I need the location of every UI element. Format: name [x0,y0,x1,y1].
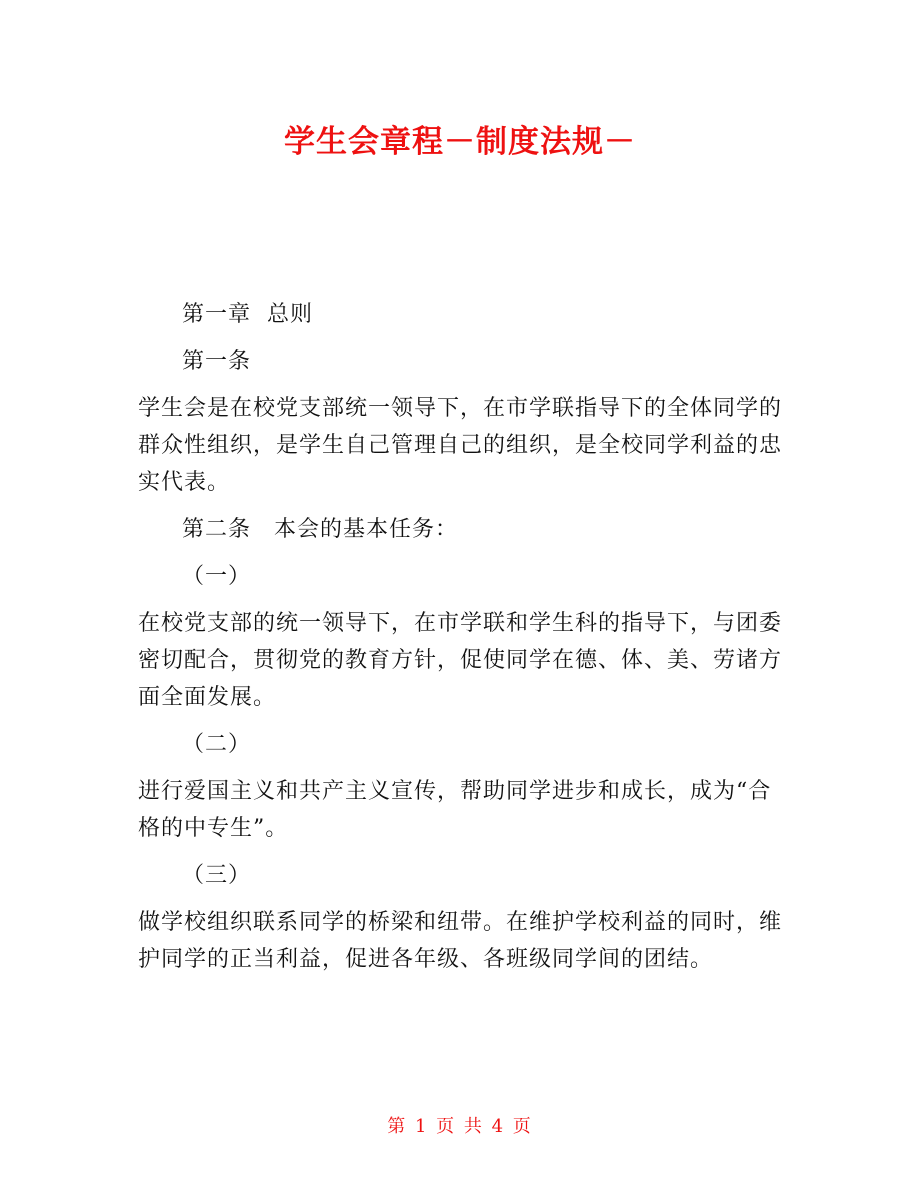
paragraph: 做学校组织联系同学的桥梁和纽带。在维护学校利益的同时，维护同学的正当利益，促进各年级、各班级同学间的团结。 [138,910,783,972]
paragraph: 在校党支部的统一领导下，在市学联和学生科的指导下，与团委密切配合，贯彻党的教育方针，促使同学在德、体、美、劳诸方面全面发展。 [138,611,783,710]
list-marker: （二） [182,732,252,757]
paragraph: 进行爱国主义和共产主义宣传，帮助同学进步和成长，成为“合格的中专生”。 [138,779,772,841]
article-heading: 第二条 本会的基本任务： [182,517,459,542]
document-title: 学生会章程－制度法规－ [284,124,636,160]
list-marker: （三） [182,863,252,888]
list-marker: （一） [182,564,252,589]
page-number-footer: 第 1 页 共 4 页 [387,1116,533,1137]
document-body [138,296,790,988]
paragraph: 学生会是在校党支部统一领导下，在市学联指导下的全体同学的群众性组织，是学生自己管理自己的组织，是全校同学利益的忠实代表。 [138,396,783,495]
article-heading: 第一条 [182,349,252,374]
chapter-heading: 第一章 总则 [182,302,313,327]
